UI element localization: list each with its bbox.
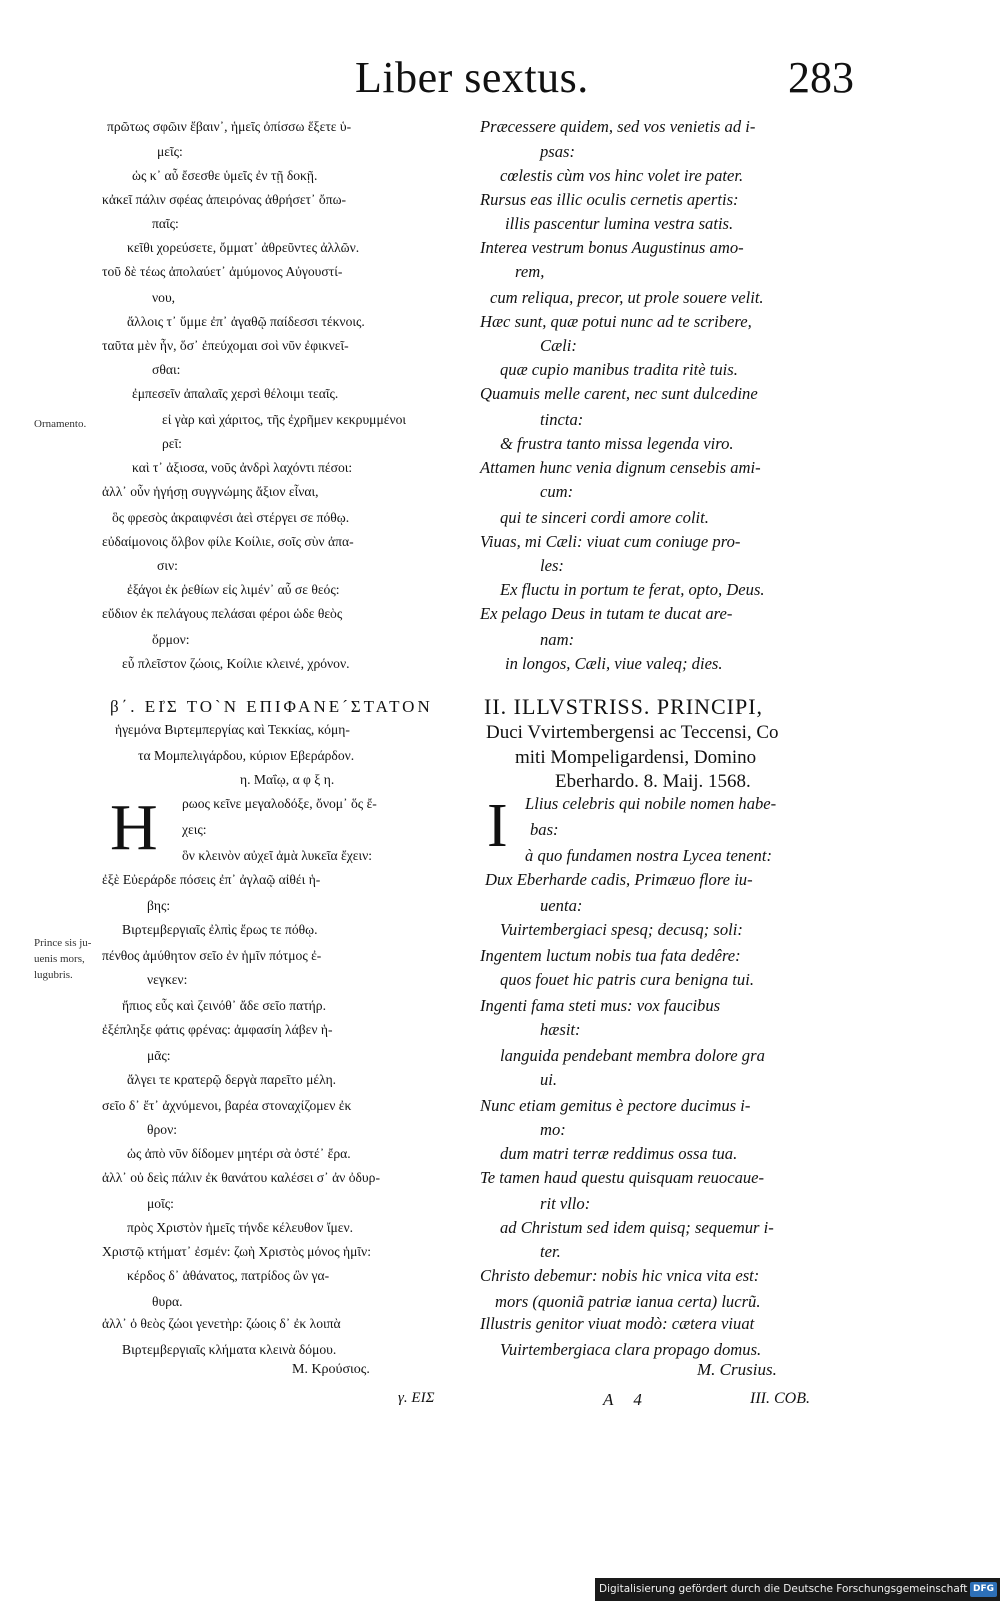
greek-dropcap: Η — [110, 791, 158, 864]
greek-line: σεῖο δ᾽ ἔτ᾽ ἀχνύμενοι, βαρέα στοναχίζομεν ἐκ — [102, 1098, 352, 1113]
latin-line: cœlestis cùm vos hinc volet ire pater. — [500, 166, 744, 185]
greek-line: καὶ τ᾽ ἀξιοσα, νοῦς ἀνδρὶ λαχόντι πέσοι: — [132, 460, 353, 475]
greek-subheading-line: τα Μομπελιγάρδου, κύριον Εβεράρδον. — [138, 748, 355, 763]
greek-line: εἰ γὰρ καὶ χάριτος, τῆς ἐχρῆμεν κεκρυμμένοι — [162, 412, 407, 427]
latin-line: rem, — [515, 262, 545, 281]
greek-line: ἄλλοις τ᾽ ὕμμε ἐπ᾽ ἀγαθῷ παίδεσσι τέκνοις. — [127, 314, 365, 329]
greek-line: κέρδος δ᾽ ἀθάνατος, πατρίδος ὢν γα- — [127, 1268, 330, 1283]
latin-line: Attamen hunc venia dignum censebis ami- — [480, 458, 761, 477]
digitization-footer — [595, 1578, 1000, 1601]
greek-line: σιν: — [157, 558, 178, 573]
latin-line: illis pascentur lumina vestra satis. — [505, 214, 734, 233]
greek-line: κεῖθι χορεύσετε, ὄμματ᾽ ἀθρεῦντες ἀλλῶν. — [127, 240, 360, 255]
greek-line: ἐμπεσεῖν ἀπαλαῖς χερσὶ θέλοιμι τεαῖς. — [132, 386, 339, 401]
latin-line: Cæli: — [540, 336, 577, 355]
greek-line: Χριστῷ κτήματ᾽ ἐσμέν: ζωὴ Χριστὸς μόνος ἡμῖν: — [102, 1244, 371, 1259]
latin-poem-heading: II. ILLVSTRISS. PRINCIPI, — [484, 694, 764, 719]
greek-line: πένθος ἀμύθητον σεῖο ἐν ἡμῖν πότμος ἐ- — [102, 948, 322, 963]
greek-line: ρωος κεῖνε μεγαλοδόξε, ὄνομ᾽ ὅς ἔ- — [182, 796, 377, 811]
greek-line: νου, — [152, 290, 176, 305]
greek-line: ὃς φρεσὸς ἀκραιφνέσι ἀεὶ στέργει σε πόθῳ. — [112, 510, 350, 525]
latin-line: cum: — [540, 482, 574, 501]
latin-line: Præcessere quidem, sed vos venietis ad i- — [480, 117, 756, 136]
latin-line: Christo debemur: nobis hic vnica vita est: — [480, 1266, 760, 1285]
greek-line: ὅρμον: — [152, 632, 190, 647]
latin-line: Dux Eberharde cadis, Primæuo flore iu- — [485, 870, 753, 889]
latin-catchword: III. COB. — [750, 1390, 810, 1407]
latin-line: Llius celebris qui nobile nomen habe- — [525, 794, 777, 813]
greek-line: ταῦτα μὲν ἦν, ὅσ᾽ ἐπεύχομαι σοὶ νῦν ἐφικνεῖ- — [102, 338, 349, 353]
greek-line: θυρα. — [152, 1294, 183, 1309]
latin-line: Te tamen haud questu quisquam reuocaue- — [480, 1168, 765, 1187]
greek-line: ἀλλ᾽ οὖν ἡγήσῃ συγγνώμης ἄξιον εἶναι, — [102, 484, 319, 499]
greek-line: Βιρτεμβεργιαῖς ἐλπὶς ἔρως τε πόθῳ. — [122, 922, 318, 937]
latin-line: Rursus eas illic oculis cernetis apertis: — [480, 190, 739, 209]
greek-line: ρεῖ: — [162, 436, 182, 451]
latin-line: psas: — [540, 142, 576, 161]
latin-line: hæsit: — [540, 1020, 581, 1039]
dfg-logo: DFG — [970, 1582, 997, 1597]
latin-line: in longos, Cæli, viue valeq; dies. — [505, 654, 723, 673]
latin-line: qui te sinceri cordi amore colit. — [500, 508, 709, 527]
latin-subheading-line: Duci Vvirtembergensi ac Teccensi, Co — [486, 722, 779, 743]
latin-line: rit vllo: — [540, 1194, 591, 1213]
footer-text: Digitalisierung gefördert durch die Deutsche Forschungsgemeinschaft — [599, 1583, 968, 1595]
greek-line: κἀκεῖ πάλιν σφέας ἀπειρόνας ἀθρήσετ᾽ ὄπω- — [102, 192, 347, 207]
greek-line: Βιρτεμβεργιαῖς κλήματα κλεινὰ δόμου. — [122, 1342, 337, 1357]
latin-date-line: Eberhardo. 8. Maij. 1568. — [555, 771, 751, 792]
greek-line: πρῶτως σφῶιν ἔβαιν᾿, ἡμεῖς ὀπίσσω ἕξετε ὑ- — [107, 119, 352, 134]
latin-line: quæ cupio manibus tradita ritè tuis. — [500, 360, 738, 379]
greek-line: μοῖς: — [147, 1196, 174, 1211]
latin-line: Ingentem luctum nobis tua fata dedêre: — [480, 946, 741, 965]
greek-poem-heading: β΄. ΕΙ͗Σ ΤΟ`Ν ΕΠΙΦΑΝΕ´ΣΤΑΤΟΝ — [110, 697, 433, 716]
latin-signature: M. Crusius. — [697, 1360, 777, 1379]
greek-subheading-line: ἡγεμόνα Βιρτεμπεργίας καὶ Τεκκίας, κόμη- — [115, 722, 350, 737]
latin-line: bas: — [530, 820, 559, 839]
greek-line: ἐξάγοι ἐκ ῥεθίων εἰς λιμέν᾽ αὖ σε θεός: — [127, 582, 340, 597]
greek-signature: Μ. Κρούσιος. — [292, 1362, 370, 1377]
latin-line: à quo fundamen nostra Lycea tenent: — [525, 846, 772, 865]
latin-dropcap: I — [487, 792, 508, 860]
latin-subheading-line: miti Mompeligardensi, Domino — [515, 747, 757, 768]
greek-line: εὖ πλεῖστον ζώοις, Κοίλιε κλεινέ, χρόνον. — [122, 656, 350, 671]
greek-line: εὐδαίμονοις ὄλβον φίλε Κοίλιε, σοῖς σὺν ἀπα- — [102, 534, 354, 549]
greek-line: ἐξὲ Εὐεράρδε πόσεις ἐπ᾽ ἀγλαῷ αἰθέι ἡ- — [102, 872, 321, 887]
latin-line: tincta: — [540, 410, 584, 429]
latin-line: & frustra tanto missa legenda viro. — [500, 434, 734, 453]
greek-line: χεις: — [182, 822, 207, 837]
latin-line: Viuas, mi Cæli: viuat cum coniuge pro- — [480, 532, 741, 551]
greek-line: ἐξέπληξε φάτις φρένας: ἀμφασίη λάβεν ἡ- — [102, 1022, 333, 1037]
latin-line: ui. — [540, 1070, 558, 1089]
signature-mark: A 4 — [603, 1390, 650, 1409]
latin-line: ter. — [540, 1242, 561, 1261]
greek-line: ἤπιος εὖς καὶ ζεινόθ᾽ ἄδε σεῖο πατήρ. — [122, 998, 326, 1013]
latin-line: mo: — [540, 1120, 566, 1139]
greek-line: σθαι: — [152, 362, 181, 377]
latin-line: Nunc etiam gemitus è pectore ducimus i- — [480, 1096, 751, 1115]
latin-line: Ex fluctu in portum te ferat, opto, Deus. — [500, 580, 765, 599]
latin-line: Ex pelago Deus in tutam te ducat are- — [480, 604, 733, 623]
latin-line: Vuirtembergiaci spesq; decusq; soli: — [500, 920, 743, 939]
latin-line: cum reliqua, precor, ut prole souere velit. — [490, 288, 764, 307]
greek-line: παῖς: — [152, 216, 179, 231]
latin-line: les: — [540, 556, 564, 575]
latin-line: ad Christum sed idem quisq; sequemur i- — [500, 1218, 774, 1237]
margin-note-ornamento: Ornamento. — [34, 418, 87, 430]
latin-line: mors (quoniã patriæ ianua certa) lucrũ. — [495, 1292, 761, 1311]
greek-line: ὡς κ᾽ αὖ ἔσεσθε ὑμεῖς ἐν τῇ δοκῇ. — [132, 168, 318, 183]
greek-line: ὡς ἀπὸ νῦν δίδομεν μητέρι σὰ ὀστέ᾽ ἔρα. — [127, 1146, 351, 1161]
greek-line: πρὸς Χριστὸν ἡμεῖς τήνδε κέλευθον ἴμεν. — [127, 1220, 354, 1235]
greek-line: μᾶς: — [147, 1048, 171, 1063]
margin-note-line: Prince sis ju- — [34, 937, 92, 949]
latin-line: nam: — [540, 630, 575, 649]
greek-catchword: γ. ΕΙΣ — [398, 1390, 435, 1406]
greek-line: θρον: — [147, 1122, 178, 1137]
latin-line: quos fouet hic patris cura benigna tui. — [500, 970, 754, 989]
latin-line: Vuirtembergiaca clara propago domus. — [500, 1340, 762, 1359]
latin-line: uenta: — [540, 896, 583, 915]
greek-line: ἀλλ᾽ οὐ δεὶς πάλιν ἐκ θανάτου καλέσει σ᾽ ἀν ὀδυρ- — [102, 1170, 380, 1185]
latin-line: dum matri terræ reddimus ossa tua. — [500, 1144, 738, 1163]
greek-line: μεῖς: — [157, 144, 183, 159]
greek-line: βης: — [147, 898, 171, 913]
latin-line: Interea vestrum bonus Augustinus amo- — [480, 238, 744, 257]
margin-note-line: lugubris. — [34, 969, 73, 981]
latin-line: Quamuis melle carent, nec sunt dulcedine — [480, 384, 758, 403]
latin-line: Hæc sunt, quæ potui nunc ad te scribere, — [480, 312, 752, 331]
latin-line: languida pendebant membra dolore gra — [500, 1046, 765, 1065]
greek-line: ἀλλ᾽ ὁ θεὸς ζώοι γενετὴρ: ζώοις δ᾽ ἐκ λοιπὰ — [102, 1316, 341, 1331]
margin-note-line: uenis mors, — [34, 953, 85, 965]
greek-line: ὃν κλεινὸν αὐχεῖ ἀμὰ λυκεῖα ἔχειν: — [182, 848, 373, 863]
greek-line: τοῦ δὲ τέως ἀπολαύετ᾽ ἀμύμονος Αὐγουστί- — [102, 264, 343, 279]
latin-line: Ingenti fama steti mus: vox faucibus — [480, 996, 721, 1015]
greek-line: ἄλγει τε κρατερῷ δεργὰ παρεῖτο μέλη. — [127, 1072, 337, 1087]
page-number: 283 — [788, 53, 854, 102]
greek-date-line: η. Μαΐῳ, α φ ξ η. — [240, 772, 335, 787]
greek-line: νεγκεν: — [147, 972, 188, 987]
latin-line: Illustris genitor viuat modò: cætera viuat — [480, 1314, 755, 1333]
running-head-title: Liber sextus. — [355, 53, 589, 102]
greek-line: εὔδιον ἐκ πελάγους πελάσαι φέροι ὡδε θεὸς — [102, 606, 343, 621]
